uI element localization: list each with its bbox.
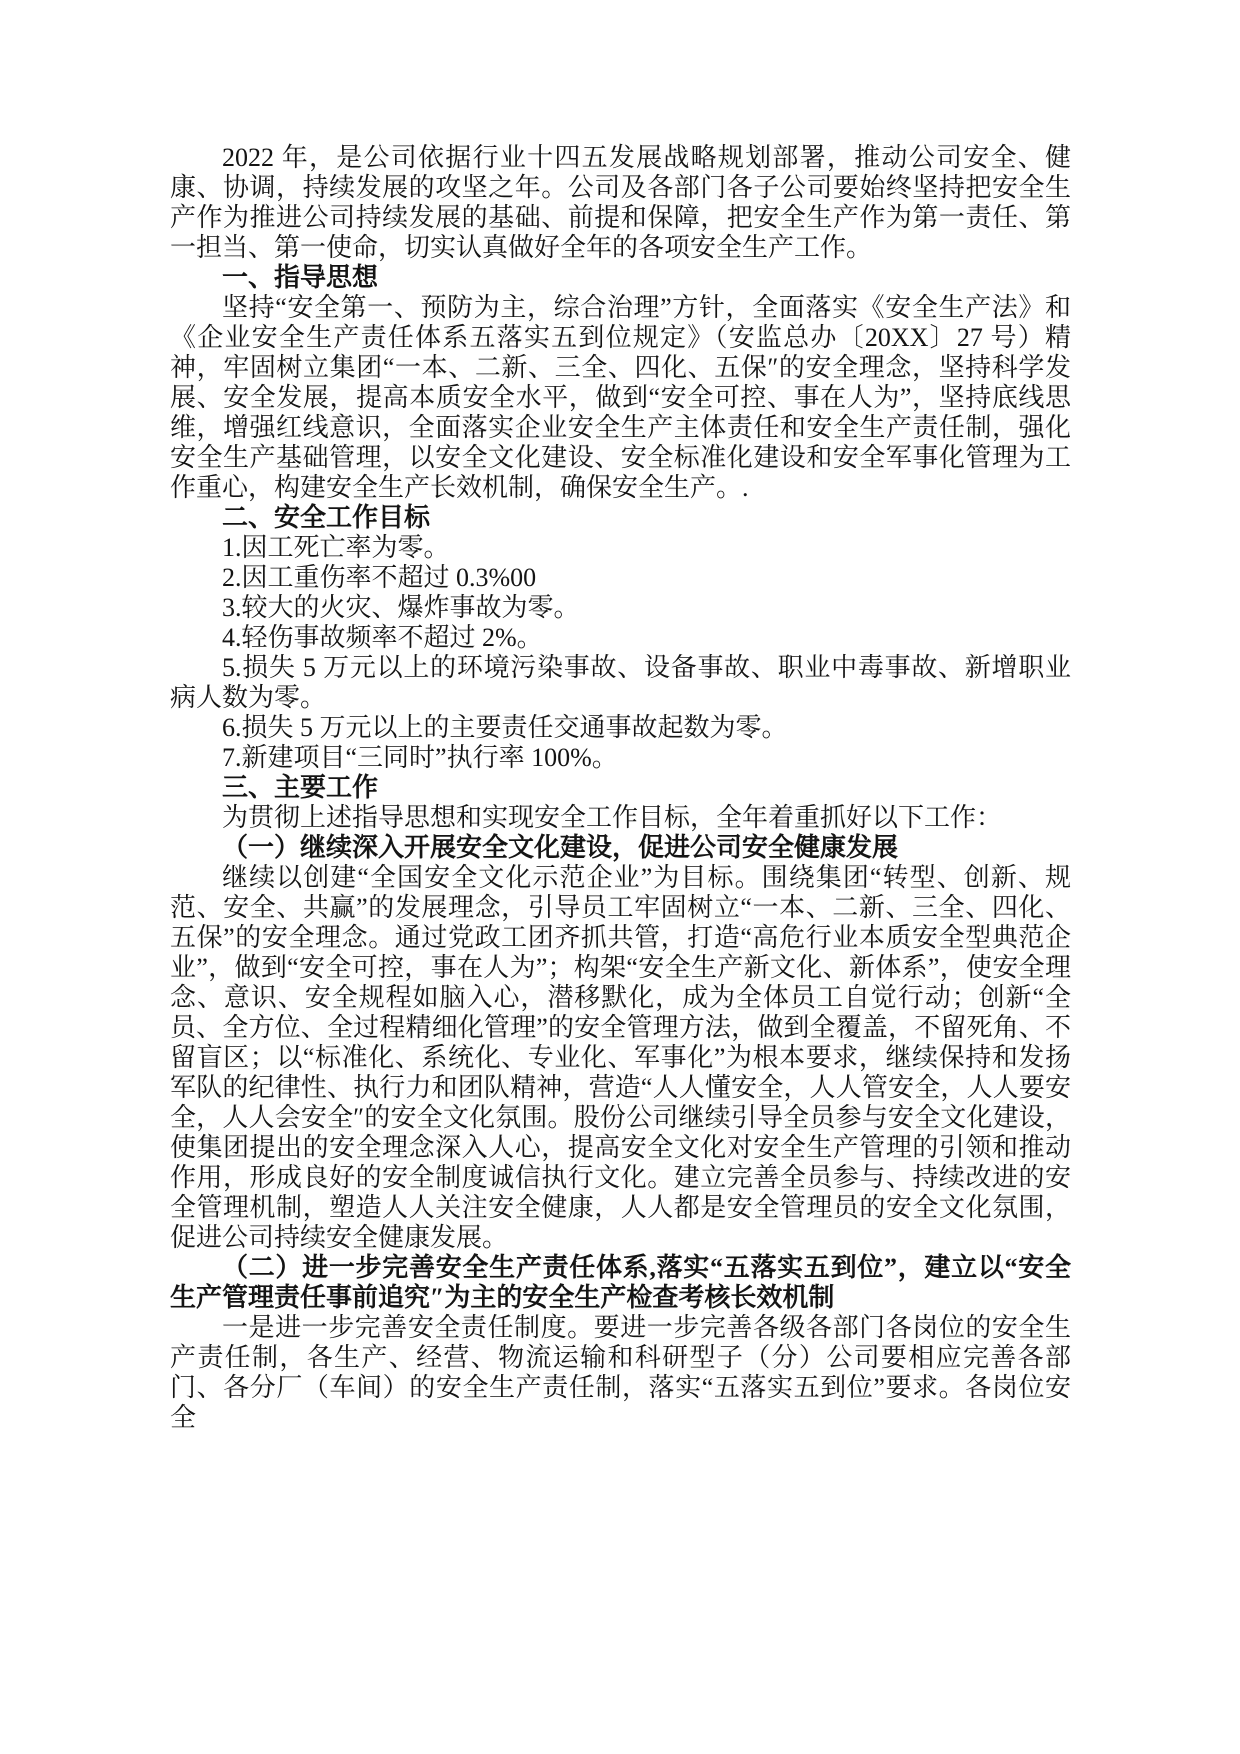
heading-safety-goals: 二、安全工作目标 (222, 503, 431, 532)
goal-item-2: 2.因工重伤率不超过 0.3%00 (222, 563, 537, 592)
paragraph-responsibility-system: 一是进一步完善安全责任制度。要进一步完善各级各部门各岗位的安全生产责任制，各生产、经营、物流运输和科研型子（分）公司要相应完善各部门、各分厂（车间）的安全生产责任制，落实“五落实五到位”要求。各岗位安全 (170, 1313, 1071, 1432)
intro-paragraph: 2022 年，是公司依据行业十四五发展战略规划部署，推动公司安全、健康、协调，持续发展的攻坚之年。公司及各部门各子公司要始终坚持把安全生产作为推进公司持续发展的基础、前提和保障，把安全生产作为第一责任、第一担当、第一使命，切实认真做好全年的各项安全生产工作。 (170, 143, 1071, 262)
heading-guiding-ideology: 一、指导思想 (222, 263, 379, 292)
subheading-responsibility-system: （二）进一步完善安全生产责任体系,落实“五落实五到位”，建立以“安全生产管理责任事前追究″为主的安全生产检查考核长效机制 (170, 1253, 1071, 1312)
goal-item-7: 7.新建项目“三同时”执行率 100%。 (222, 743, 618, 772)
paragraph-safety-culture: 继续以创建“全国安全文化示范企业”为目标。围绕集团“转型、创新、规范、安全、共赢”的发展理念，引导员工牢固树立“一本、二新、三全、四化、五保”的安全理念。通过党政工团齐抓共管，打造“高危行业本质安全型典范企业”，做到“安全可控，事在人为”；构架“安全生产新文化、新体系”，使安全理念、意识、安全规程如脑入心，潜移默化，成为全体员工自觉行动；创新“全员、全方位、全过程精细化管理”的安全管理方法，做到全覆盖，不留死角、不留盲区；以“标准化、系统化、专业化、军事化”为根本要求，继续保持和发扬军队的纪律性、执行力和团队精神，营造“人人懂安全，人人管安全，人人要安全，人人会安全″的安全文化氛围。股份公司继续引导全员参与安全文化建设，使集团提出的安全理念深入人心，提高安全文化对安全生产管理的引领和推动作用，形成良好的安全制度诚信执行文化。建立完善全员参与、持续改进的安全管理机制，塑造人人关注安全健康，人人都是安全管理员的安全文化氛围，促进公司持续安全健康发展。 (170, 863, 1071, 1252)
paragraph-main-work-intro: 为贯彻上述指导思想和实现安全工作目标，全年着重抓好以下工作： (222, 803, 1003, 832)
goal-item-6: 6.损失 5 万元以上的主要责任交通事故起数为零。 (222, 713, 788, 742)
goal-item-1: 1.因工死亡率为零。 (222, 533, 450, 562)
goal-item-3: 3.较大的火灾、爆炸事故为零。 (222, 593, 580, 622)
goal-item-5: 5.损失 5 万元以上的环境污染事故、设备事故、职业中毒事故、新增职业病人数为零。 (170, 653, 1071, 712)
subheading-safety-culture: （一）继续深入开展安全文化建设，促进公司安全健康发展 (222, 833, 899, 862)
heading-main-work: 三、主要工作 (222, 773, 379, 802)
paragraph-guiding-ideology: 坚持“安全第一、预防为主，综合治理”方针，全面落实《安全生产法》和《企业安全生产责任体系五落实五到位规定》（安监总办〔20XX〕27 号）精神，牢固树立集团“一本、二新、三全、四化、五保″的安全理念，坚持科学发展、安全发展，提高本质安全水平，做到“安全可控、事在人为”，坚持底线思维，增强红线意识，全面落实企业安全生产主体责任和安全生产责任制，强化安全生产基础管理，以安全文化建设、安全标准化建设和安全军事化管理为工作重心，构建安全生产长效机制，确保安全生产。. (170, 293, 1071, 502)
goal-item-4: 4.轻伤事故频率不超过 2%。 (222, 623, 543, 652)
